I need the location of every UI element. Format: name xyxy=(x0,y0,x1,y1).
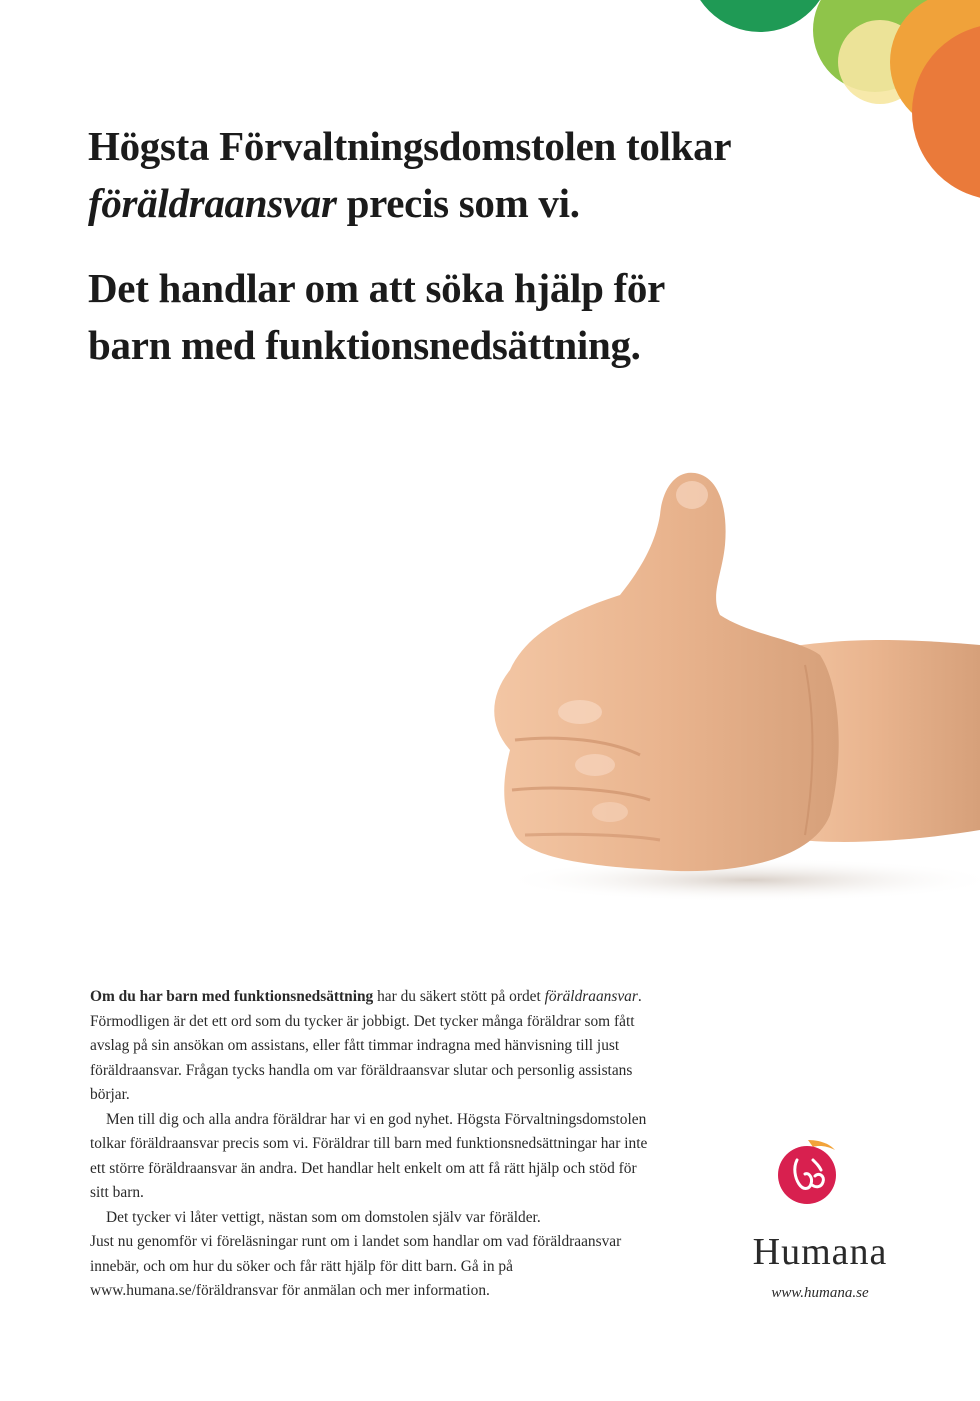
paragraph-emphasis: föräldraansvar xyxy=(544,988,638,1005)
body-copy xyxy=(90,985,650,1304)
subheadline-line-1: Det handlar om att söka hjälp för xyxy=(88,265,666,311)
headline-line-2: precis som vi. xyxy=(336,180,580,226)
brand-name: Humana xyxy=(752,1231,888,1273)
subheadline xyxy=(88,260,848,374)
humana-mark-icon xyxy=(775,1138,841,1206)
paragraph-4: Just nu genomför vi föreläsningar runt om i landet som handlar om vad föräldraansvar innebär, och om hur du söker och får rätt hjälp för ditt barn. Gå in på www.humana.se/föräldransvar för anmälan och mer information. xyxy=(90,1233,622,1299)
headline xyxy=(88,118,848,232)
headline-emphasis: föräldraansvar xyxy=(88,180,337,226)
green-circle xyxy=(688,0,832,32)
brand-url[interactable]: www.humana.se xyxy=(771,1285,869,1301)
paragraph-2: Men till dig och alla andra föräldrar har vi en god nyhet. Högsta Förvaltningsdomstolen tolkar föräldraansvar precis som vi. Föräldrar till barn med funktionsnedsättningar har inte ett större föräldraansvar än andra. Det handlar helt enkelt om att få rätt hjälp och stöd för sitt barn. xyxy=(90,1110,648,1201)
thumbs-up-photo xyxy=(470,455,980,905)
headline-line-1: Högsta Förvaltningsdomstolen tolkar xyxy=(88,123,732,169)
paragraph-lead: Om du har barn med funktionsnedsättning xyxy=(90,988,374,1005)
paragraph-1: Om du har barn med funktionsnedsättning har du säkert stött på ordet föräldraansvar. Förmodligen är det ett ord som du tycker är jobbigt. Det tycker många föräldrar som fått avslag på sin ansökan om assistans, eller fått timmar indragna med hänvisning till just föräldraansvar. Frågan tycks handla om var föräldraansvar slutar och personlig assistans börjar. xyxy=(90,988,642,1103)
paragraph-3: Det tycker vi låter vettigt, nästan som om domstolen själv var förälder. xyxy=(106,1208,541,1226)
humana-logo xyxy=(730,1138,910,1308)
subheadline-line-2: barn med funktionsnedsättning. xyxy=(88,322,641,368)
